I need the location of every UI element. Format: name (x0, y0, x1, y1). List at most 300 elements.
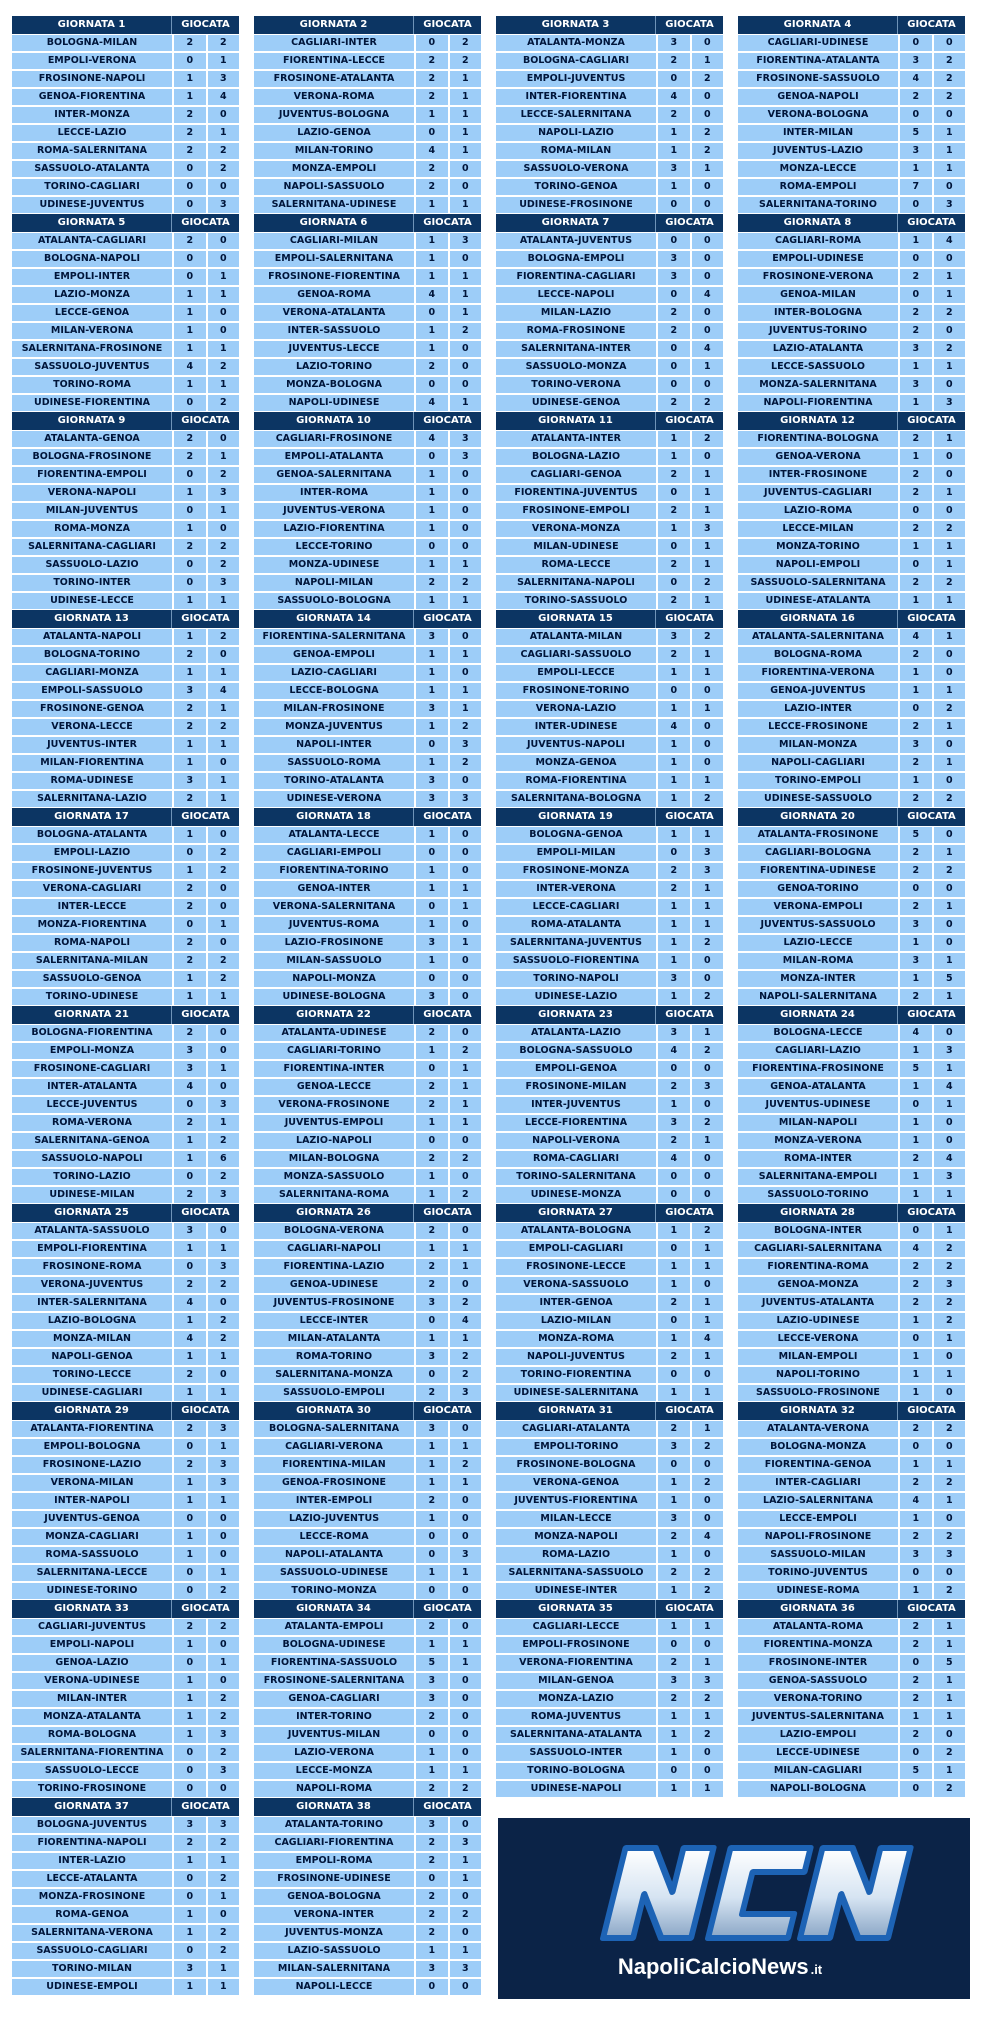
home-score: 2 (174, 1421, 206, 1437)
match-row (496, 1132, 723, 1150)
home-score: 1 (174, 89, 206, 105)
away-score: 3 (450, 1835, 482, 1851)
match-row (12, 1546, 239, 1564)
match-name: MONZA-CAGLIARI (12, 1529, 172, 1545)
home-score: 2 (174, 1187, 206, 1203)
away-score: 2 (208, 1871, 240, 1887)
match-name: JUVENTUS-GENOA (12, 1511, 172, 1527)
round-title: GIORNATA 13 (12, 610, 172, 628)
round-table (496, 1402, 723, 1600)
match-row (738, 232, 965, 250)
away-score: 1 (692, 1241, 724, 1257)
away-score: 4 (208, 89, 240, 105)
away-score: 3 (450, 233, 482, 249)
away-score: 2 (692, 989, 724, 1005)
match-name: MILAN-FROSINONE (254, 701, 414, 717)
match-row (738, 70, 965, 88)
match-row (12, 880, 239, 898)
match-name: NAPOLI-INTER (254, 737, 414, 753)
match-name: TORINO-MONZA (254, 1583, 414, 1599)
away-score: 1 (934, 1763, 966, 1779)
home-score: 1 (900, 1367, 932, 1383)
round-table (738, 412, 965, 610)
match-name: NAPOLI-MONZA (254, 971, 414, 987)
home-score: 2 (900, 1727, 932, 1743)
match-name: GENOA-MILAN (738, 287, 898, 303)
away-score: 1 (934, 1709, 966, 1725)
away-score: 0 (692, 89, 724, 105)
home-score: 2 (658, 1691, 690, 1707)
match-name: LAZIO-NAPOLI (254, 1133, 414, 1149)
match-name: BOLOGNA-MONZA (738, 1439, 898, 1455)
home-score: 2 (174, 935, 206, 951)
away-score: 6 (208, 1151, 240, 1167)
round-header (496, 1402, 723, 1420)
match-row (738, 1114, 965, 1132)
home-score: 1 (174, 863, 206, 879)
away-score: 1 (208, 1853, 240, 1869)
match-name: UDINESE-LAZIO (496, 989, 656, 1005)
match-row (738, 826, 965, 844)
home-score: 1 (174, 1493, 206, 1509)
home-score: 1 (174, 1727, 206, 1743)
match-name: CAGLIARI-NAPOLI (254, 1241, 414, 1257)
match-row (12, 1978, 239, 1996)
match-name: FIORENTINA-ATALANTA (738, 53, 898, 69)
match-name: JUVENTUS-VERONA (254, 503, 414, 519)
home-score: 1 (658, 1745, 690, 1761)
home-score: 1 (174, 1133, 206, 1149)
away-score: 0 (934, 323, 966, 339)
match-row (12, 1852, 239, 1870)
match-row (12, 1312, 239, 1330)
home-score: 2 (416, 89, 448, 105)
away-score: 1 (934, 125, 966, 141)
match-name: FROSINONE-LECCE (496, 1259, 656, 1275)
match-name: BOLOGNA-TORINO (12, 647, 172, 663)
match-row (496, 340, 723, 358)
away-score: 0 (692, 737, 724, 753)
match-row (254, 322, 481, 340)
match-name: VERONA-UDINESE (12, 1673, 172, 1689)
home-score: 0 (416, 971, 448, 987)
match-row (738, 754, 965, 772)
match-name: EMPOLI-TORINO (496, 1439, 656, 1455)
match-name: ROMA-SALERNITANA (12, 143, 172, 159)
match-row (254, 700, 481, 718)
match-row (496, 1078, 723, 1096)
away-score: 0 (450, 1493, 482, 1509)
match-name: UDINESE-LECCE (12, 593, 172, 609)
match-row (496, 1168, 723, 1186)
match-row (12, 502, 239, 520)
match-row (254, 196, 481, 214)
match-row (496, 196, 723, 214)
score-column-header: GIOCATA (656, 808, 723, 826)
away-score: 0 (692, 323, 724, 339)
match-row (254, 466, 481, 484)
home-score: 2 (416, 1025, 448, 1041)
match-row (254, 628, 481, 646)
home-score: 4 (416, 143, 448, 159)
match-row (496, 1438, 723, 1456)
match-row (254, 448, 481, 466)
home-score: 0 (416, 1133, 448, 1149)
match-row (496, 1690, 723, 1708)
match-row (496, 574, 723, 592)
away-score: 0 (208, 827, 240, 843)
home-score: 2 (174, 143, 206, 159)
match-name: UDINESE-MONZA (496, 1187, 656, 1203)
home-score: 2 (174, 1115, 206, 1131)
match-name: ATALANTA-ROMA (738, 1619, 898, 1635)
home-score: 1 (416, 251, 448, 267)
round-title: GIORNATA 24 (738, 1006, 898, 1024)
home-score: 1 (174, 1709, 206, 1725)
away-score: 1 (208, 737, 240, 753)
round-header (254, 1204, 481, 1222)
away-score: 1 (208, 1889, 240, 1905)
match-name: FIORENTINA-BOLOGNA (738, 431, 898, 447)
away-score: 1 (208, 1979, 240, 1995)
match-name: MONZA-GENOA (496, 755, 656, 771)
home-score: 3 (900, 917, 932, 933)
home-score: 3 (658, 1115, 690, 1131)
round-title: GIORNATA 38 (254, 1798, 414, 1816)
match-name: EMPOLI-SALERNITANA (254, 251, 414, 267)
match-name: LAZIO-FROSINONE (254, 935, 414, 951)
round-title: GIORNATA 29 (12, 1402, 172, 1420)
away-score: 1 (934, 1691, 966, 1707)
round-header (496, 1204, 723, 1222)
match-name: CAGLIARI-MONZA (12, 665, 172, 681)
match-row (738, 1528, 965, 1546)
match-name: UDINESE-ATALANTA (738, 593, 898, 609)
match-name: SASSUOLO-FIORENTINA (496, 953, 656, 969)
home-score: 1 (658, 755, 690, 771)
away-score: 0 (450, 251, 482, 267)
home-score: 1 (658, 1493, 690, 1509)
match-name: JUVENTUS-CAGLIARI (738, 485, 898, 501)
away-score: 0 (208, 251, 240, 267)
round-title: GIORNATA 26 (254, 1204, 414, 1222)
match-row (254, 286, 481, 304)
round-title: GIORNATA 21 (12, 1006, 172, 1024)
away-score: 2 (450, 1907, 482, 1923)
home-score: 3 (658, 1439, 690, 1455)
match-name: JUVENTUS-UDINESE (738, 1097, 898, 1113)
away-score: 2 (208, 629, 240, 645)
home-score: 1 (174, 1691, 206, 1707)
home-score: 3 (658, 35, 690, 51)
match-row (12, 538, 239, 556)
match-name: INTER-LECCE (12, 899, 172, 915)
home-score: 4 (658, 89, 690, 105)
match-name: FIORENTINA-VERONA (738, 665, 898, 681)
round-title: GIORNATA 22 (254, 1006, 414, 1024)
away-score: 2 (692, 1223, 724, 1239)
match-name: VERONA-ATALANTA (254, 305, 414, 321)
match-row (254, 1114, 481, 1132)
match-name: FROSINONE-MONZA (496, 863, 656, 879)
home-score: 1 (658, 1475, 690, 1491)
home-score: 4 (174, 1079, 206, 1095)
match-name: FROSINONE-LAZIO (12, 1457, 172, 1473)
match-name: CAGLIARI-LAZIO (738, 1043, 898, 1059)
home-score: 0 (174, 1097, 206, 1113)
away-score: 0 (450, 953, 482, 969)
match-row (496, 376, 723, 394)
round-table (12, 1204, 239, 1402)
match-row (254, 520, 481, 538)
match-name: SALERNITANA-GENOA (12, 1133, 172, 1149)
match-row (12, 1906, 239, 1924)
match-name: EMPOLI-ATALANTA (254, 449, 414, 465)
match-row (12, 160, 239, 178)
match-name: BOLOGNA-FIORENTINA (12, 1025, 172, 1041)
match-name: BOLOGNA-FROSINONE (12, 449, 172, 465)
away-score: 4 (692, 1331, 724, 1347)
match-name: MONZA-TORINO (738, 539, 898, 555)
round-title: GIORNATA 1 (12, 16, 172, 34)
match-row (254, 70, 481, 88)
away-score: 0 (934, 917, 966, 933)
away-score: 1 (692, 467, 724, 483)
away-score: 1 (934, 989, 966, 1005)
match-name: LAZIO-MILAN (496, 1313, 656, 1329)
match-name: EMPOLI-VERONA (12, 53, 172, 69)
home-score: 1 (174, 1853, 206, 1869)
home-score: 3 (416, 701, 448, 717)
match-row (12, 394, 239, 412)
match-row (254, 358, 481, 376)
away-score: 0 (450, 1529, 482, 1545)
match-row (738, 988, 965, 1006)
away-score: 3 (208, 1421, 240, 1437)
home-score: 2 (174, 233, 206, 249)
home-score: 1 (174, 593, 206, 609)
match-row (496, 268, 723, 286)
home-score: 1 (658, 773, 690, 789)
away-score: 1 (934, 143, 966, 159)
home-score: 1 (416, 953, 448, 969)
home-score: 0 (174, 53, 206, 69)
match-name: EMPOLI-UDINESE (738, 251, 898, 267)
match-row (496, 34, 723, 52)
round-header (254, 1006, 481, 1024)
home-score: 0 (900, 287, 932, 303)
match-name: INTER-JUVENTUS (496, 1097, 656, 1113)
home-score: 2 (416, 1853, 448, 1869)
away-score: 0 (934, 647, 966, 663)
match-name: JUVENTUS-BOLOGNA (254, 107, 414, 123)
match-row (738, 1420, 965, 1438)
home-score: 0 (174, 1745, 206, 1761)
match-name: MONZA-BOLOGNA (254, 377, 414, 393)
match-name: SALERNITANA-NAPOLI (496, 575, 656, 591)
away-score: 0 (692, 1277, 724, 1293)
home-score: 0 (658, 197, 690, 213)
match-name: SALERNITANA-EMPOLI (738, 1169, 898, 1185)
home-score: 3 (900, 53, 932, 69)
away-score: 3 (208, 197, 240, 213)
home-score: 0 (900, 1655, 932, 1671)
home-score: 0 (658, 1061, 690, 1077)
match-row (254, 1078, 481, 1096)
match-name: BOLOGNA-UDINESE (254, 1637, 414, 1653)
away-score: 2 (450, 719, 482, 735)
home-score: 3 (658, 269, 690, 285)
home-score: 1 (174, 827, 206, 843)
home-score: 4 (174, 1331, 206, 1347)
round-table (12, 16, 239, 214)
round-header (738, 214, 965, 232)
home-score: 1 (900, 1313, 932, 1329)
match-name: SALERNITANA-UDINESE (254, 197, 414, 213)
home-score: 3 (174, 1817, 206, 1833)
match-row (738, 898, 965, 916)
round-table (254, 1600, 481, 1798)
home-score: 1 (658, 665, 690, 681)
away-score: 1 (208, 377, 240, 393)
logo-site-text: NapoliCalcioNews .it (617, 1954, 823, 1979)
match-name: NAPOLI-GENOA (12, 1349, 172, 1365)
home-score: 1 (658, 179, 690, 195)
away-score: 3 (692, 1673, 724, 1689)
home-score: 0 (416, 1313, 448, 1329)
home-score: 2 (416, 359, 448, 375)
home-score: 3 (416, 1673, 448, 1689)
home-score: 1 (416, 341, 448, 357)
match-name: MILAN-LECCE (496, 1511, 656, 1527)
match-row (496, 700, 723, 718)
away-score: 2 (692, 1691, 724, 1707)
away-score: 4 (934, 233, 966, 249)
home-score: 1 (174, 1475, 206, 1491)
home-score: 1 (658, 935, 690, 951)
match-row (738, 502, 965, 520)
away-score: 0 (692, 233, 724, 249)
home-score: 0 (900, 1565, 932, 1581)
match-row (496, 664, 723, 682)
match-row (12, 466, 239, 484)
match-name: ATALANTA-VERONA (738, 1421, 898, 1437)
match-row (738, 538, 965, 556)
match-row (496, 1096, 723, 1114)
home-score: 1 (174, 1979, 206, 1995)
home-score: 2 (658, 863, 690, 879)
home-score: 1 (416, 1169, 448, 1185)
away-score: 0 (692, 179, 724, 195)
match-row (496, 1366, 723, 1384)
home-score: 1 (900, 1583, 932, 1599)
match-row (254, 988, 481, 1006)
away-score: 0 (208, 233, 240, 249)
home-score: 0 (174, 1169, 206, 1185)
match-name: ROMA-MONZA (12, 521, 172, 537)
home-score: 1 (174, 377, 206, 393)
away-score: 4 (934, 1151, 966, 1167)
away-score: 0 (692, 683, 724, 699)
match-row (254, 232, 481, 250)
match-name: CAGLIARI-INTER (254, 35, 414, 51)
match-row (738, 1474, 965, 1492)
match-row (254, 682, 481, 700)
match-row (496, 88, 723, 106)
home-score: 0 (416, 1547, 448, 1563)
home-score: 4 (900, 71, 932, 87)
away-score: 1 (692, 701, 724, 717)
match-row (738, 1636, 965, 1654)
match-name: SASSUOLO-MONZA (496, 359, 656, 375)
away-score: 1 (692, 827, 724, 843)
match-row (12, 556, 239, 574)
home-score: 2 (900, 1151, 932, 1167)
away-score: 2 (692, 791, 724, 807)
match-row (12, 1690, 239, 1708)
match-row (254, 1384, 481, 1402)
away-score: 0 (934, 1133, 966, 1149)
away-score: 1 (450, 557, 482, 573)
match-name: NAPOLI-BOLOGNA (738, 1781, 898, 1797)
home-score: 1 (900, 1079, 932, 1095)
away-score: 1 (450, 647, 482, 663)
away-score: 0 (692, 971, 724, 987)
home-score: 1 (900, 1385, 932, 1401)
match-row (12, 1510, 239, 1528)
match-row (254, 1618, 481, 1636)
away-score: 3 (692, 1079, 724, 1095)
away-score: 0 (450, 1979, 482, 1995)
match-row (496, 1222, 723, 1240)
away-score: 4 (450, 1313, 482, 1329)
match-name: ATALANTA-BOLOGNA (496, 1223, 656, 1239)
round-header (738, 1204, 965, 1222)
home-score: 1 (416, 719, 448, 735)
away-score: 1 (208, 665, 240, 681)
match-row (496, 502, 723, 520)
match-row (12, 232, 239, 250)
home-score: 1 (416, 485, 448, 501)
home-score: 2 (658, 1349, 690, 1365)
match-name: LAZIO-ROMA (738, 503, 898, 519)
away-score: 2 (208, 953, 240, 969)
home-score: 0 (658, 485, 690, 501)
match-name: CAGLIARI-SASSUOLO (496, 647, 656, 663)
away-score: 2 (934, 1421, 966, 1437)
match-row (738, 1654, 965, 1672)
away-score: 3 (934, 1277, 966, 1293)
away-score: 0 (934, 107, 966, 123)
away-score: 0 (450, 1619, 482, 1635)
away-score: 2 (692, 629, 724, 645)
match-row (254, 1690, 481, 1708)
match-name: MONZA-VERONA (738, 1133, 898, 1149)
match-row (254, 1168, 481, 1186)
round-header (12, 1402, 239, 1420)
match-name: GENOA-TORINO (738, 881, 898, 897)
away-score: 1 (692, 539, 724, 555)
home-score: 1 (416, 557, 448, 573)
match-name: ROMA-LECCE (496, 557, 656, 573)
match-name: LECCE-MONZA (254, 1763, 414, 1779)
home-score: 1 (900, 935, 932, 951)
away-score: 0 (450, 773, 482, 789)
score-column-header: GIOCATA (656, 1204, 723, 1222)
home-score: 2 (416, 1223, 448, 1239)
match-row (738, 1258, 965, 1276)
match-row (738, 1168, 965, 1186)
